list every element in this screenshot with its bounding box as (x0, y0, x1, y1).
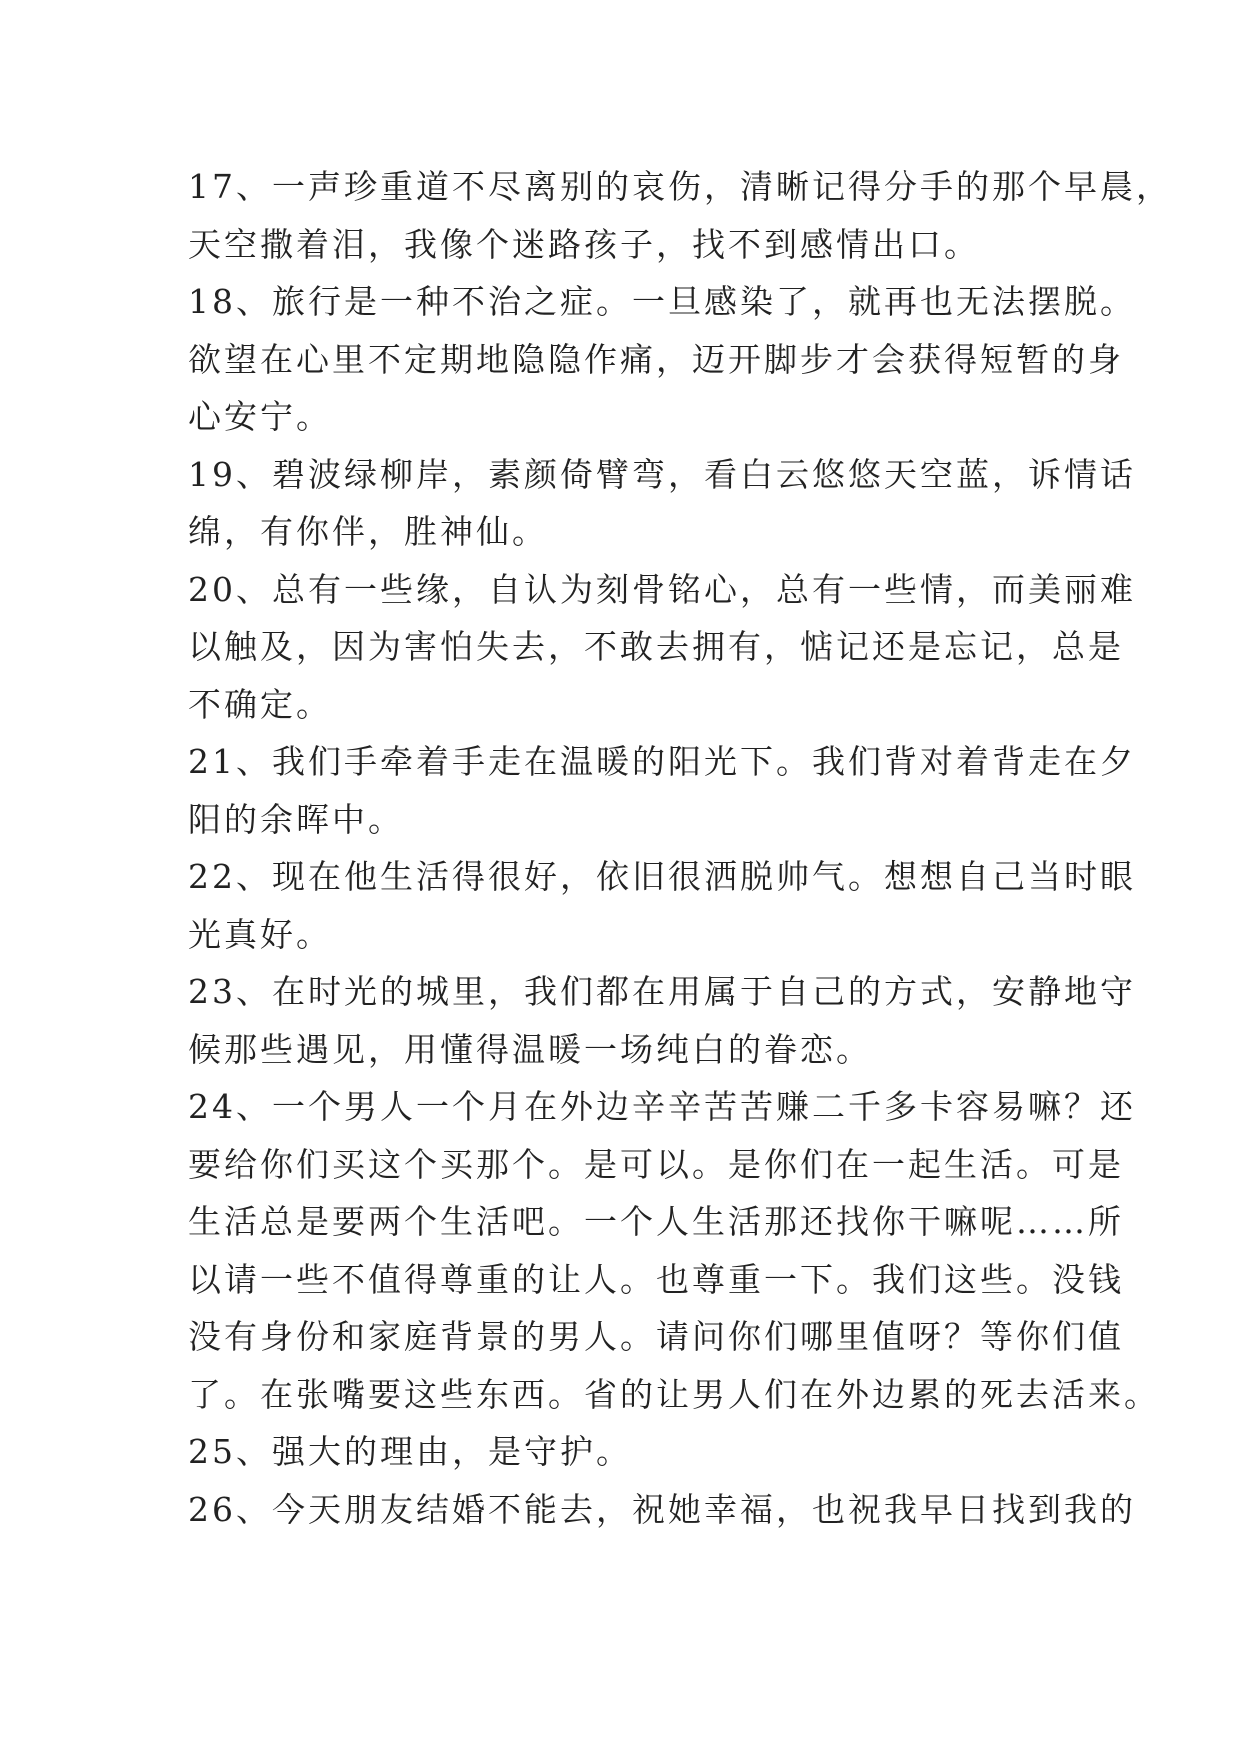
text-line: 22、现在他生活得很好，依旧很洒脱帅气。想想自己当时眼 (188, 857, 1136, 896)
text-line: 以触及，因为害怕失去，不敢去拥有，惦记还是忘记，总是 (188, 627, 1124, 666)
text-line: 了。在张嘴要这些东西。省的让男人们在外边累的死去活来。 (188, 1374, 1160, 1414)
text-line: 25、强大的理由，是守护。 (188, 1432, 632, 1471)
text-line: 24、一个男人一个月在外边辛辛苦苦赚二千多卡容易嘛？还 (188, 1087, 1136, 1126)
text-line: 心安宁。 (188, 397, 332, 436)
text-line: 不确定。 (188, 684, 332, 724)
text-line: 天空撒着泪，我像个迷路孩子，找不到感情出口。 (188, 224, 980, 264)
text-line: 以请一些不值得尊重的让人。也尊重一下。我们这些。没钱 (188, 1259, 1124, 1299)
text-line: 17、一声珍重道不尽离别的哀伤，清晰记得分手的那个早晨， (188, 167, 1172, 206)
text-line: 欲望在心里不定期地隐隐作痛，迈开脚步才会获得短暂的身 (188, 339, 1124, 379)
text-line: 19、碧波绿柳岸，素颜倚臂弯，看白云悠悠天空蓝，诉情话 (188, 454, 1136, 494)
text-line: 21、我们手牵着手走在温暖的阳光下。我们背对着背走在夕 (188, 742, 1136, 781)
text-line: 没有身份和家庭背景的男人。请问你们哪里值呀？等你们值 (188, 1317, 1124, 1356)
text-line: 生活总是要两个生活吧。一个人生活那还找你干嘛呢……所 (188, 1202, 1124, 1241)
text-line: 18、旅行是一种不治之症。一旦感染了，就再也无法摆脱。 (188, 282, 1136, 321)
text-line: 23、在时光的城里，我们都在用属于自己的方式，安静地守 (188, 972, 1136, 1011)
text-line: 绵，有你伴，胜神仙。 (188, 512, 548, 551)
text-line: 26、今天朋友结婚不能去，祝她幸福，也祝我早日找到我的 (188, 1489, 1136, 1529)
text-line: 候那些遇见，用懂得温暖一场纯白的眷恋。 (188, 1029, 872, 1069)
document-body (188, 158, 1172, 1538)
text-line: 光真好。 (188, 914, 332, 954)
text-line: 阳的余晖中。 (188, 799, 404, 839)
text-line: 20、总有一些缘，自认为刻骨铭心，总有一些情，而美丽难 (188, 569, 1136, 609)
text-line: 要给你们买这个买那个。是可以。是你们在一起生活。可是 (188, 1144, 1124, 1184)
